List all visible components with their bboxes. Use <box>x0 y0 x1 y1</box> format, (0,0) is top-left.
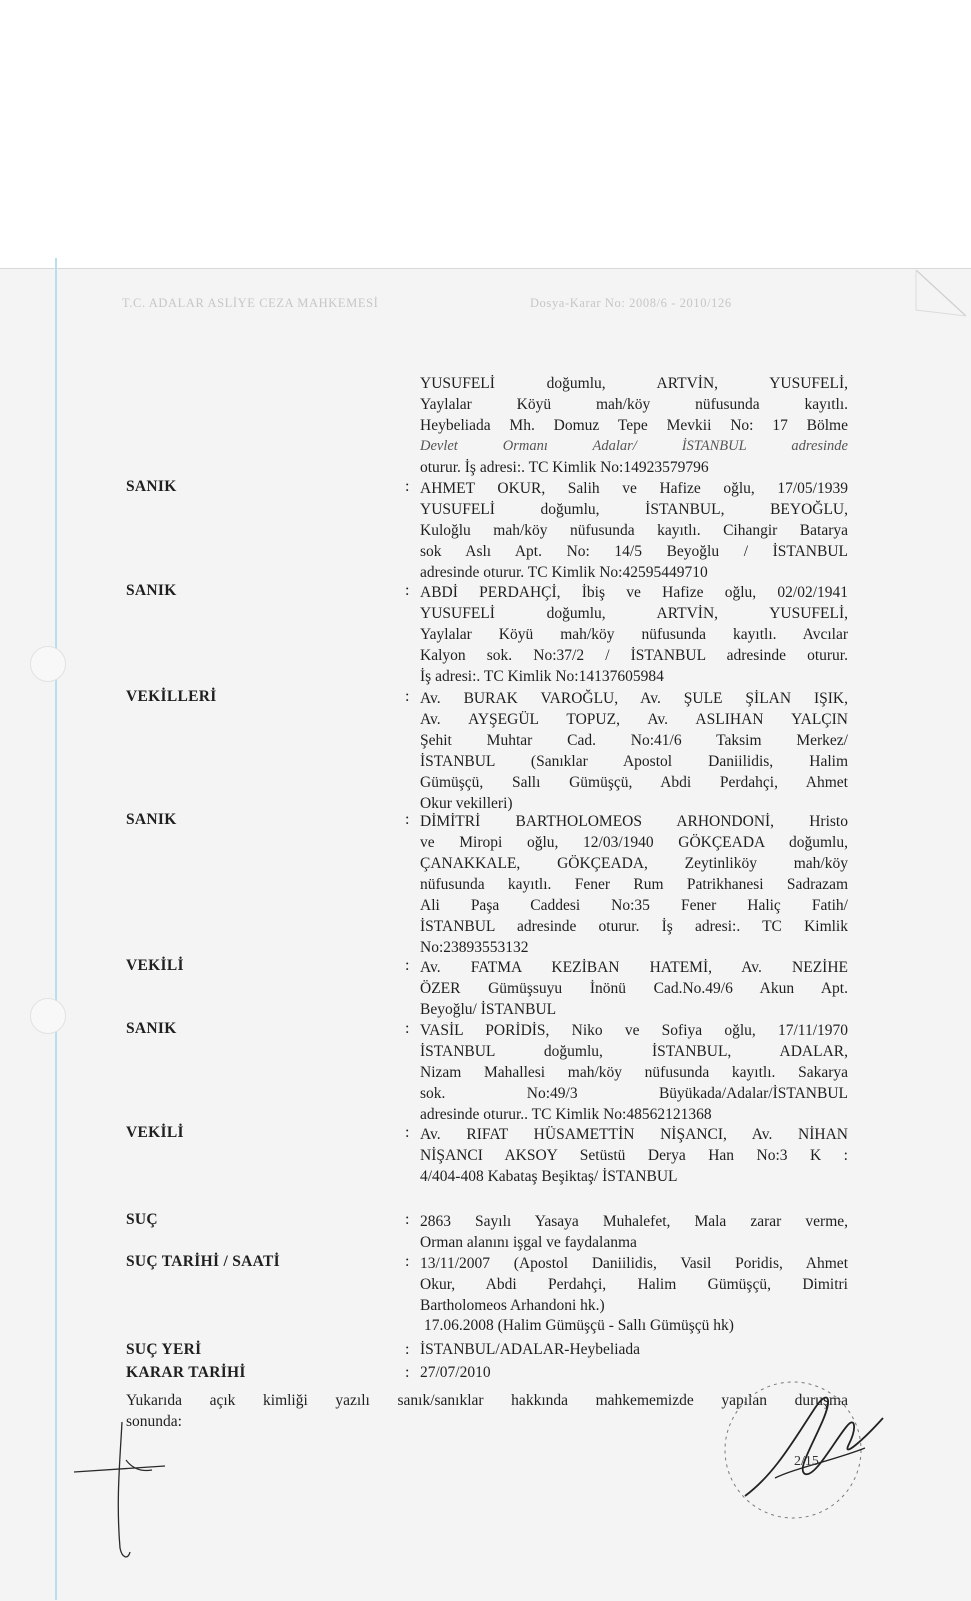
colon: : <box>405 1253 410 1270</box>
party-label: VEKİLLERİ <box>126 688 217 705</box>
text-line: nüfusunda kayıtlı. Fener Rum Patrikhanesi Sadrazam <box>420 876 848 893</box>
text-line: YUSUFELİ doğumlu, ARTVİN, YUSUFELİ, <box>420 375 848 392</box>
party-details <box>420 811 848 958</box>
text-line: ÖZER Gümüşsuyu İnönü Cad.No.49/6 Akun Apt. <box>420 980 848 997</box>
party-label: VEKİLİ <box>126 1124 184 1141</box>
text-line: Bartholomeos Arhandoni hk.) <box>420 1297 605 1314</box>
offense-date-details <box>420 1253 848 1316</box>
text-line: Şehit Muhtar Cad. No:41/6 Taksim Merkez/ <box>420 732 848 749</box>
court-name: T.C. ADALAR ASLİYE CEZA MAHKEMESİ <box>122 296 379 310</box>
text-line: oturur. İş adresi:. TC Kimlik No:14923579796 <box>420 459 709 476</box>
text-line: Yukarıda açık kimliği yazılı sanık/sanıklar hakkında mahkememizde yapılan duruşma <box>126 1392 848 1409</box>
colon: : <box>405 582 410 599</box>
text-line: Av. RIFAT HÜSAMETTİN NİŞANCI, Av. NİHAN <box>420 1126 848 1143</box>
offense-details <box>420 1211 848 1253</box>
text-line: NİŞANCI AKSOY Setüstü Derya Han No:3 K : <box>420 1147 848 1164</box>
party-details <box>420 1124 848 1187</box>
file-number: Dosya-Karar No: 2008/6 - 2010/126 <box>530 296 732 310</box>
party-label: SUÇ YERİ <box>126 1341 202 1358</box>
text-line: Yaylalar Köyü mah/köy nüfusunda kayıtlı. <box>420 396 848 413</box>
text-line: Gümüşçü, Sallı Gümüşçü, Abdi Perdahçi, Ahmet <box>420 774 848 791</box>
party-details <box>420 957 848 1020</box>
text-line: 13/11/2007 (Apostol Daniilidis, Vasil Poridis, Ahmet <box>420 1255 848 1272</box>
text-line: Devlet Ormanı Adalar/ İSTANBUL adresinde <box>420 438 848 454</box>
text-line: Av. AYŞEGÜL TOPUZ, Av. ASLIHAN YALÇIN <box>420 711 848 728</box>
text-line: YUSUFELİ doğumlu, İSTANBUL, BEYOĞLU, <box>420 501 848 518</box>
colon: : <box>405 1124 410 1141</box>
colon: : <box>405 1364 410 1381</box>
page-fold-corner <box>911 268 971 320</box>
decision-date: 27/07/2010 <box>420 1364 491 1381</box>
handwritten-initial <box>70 1420 180 1570</box>
text-line: Ali Paşa Caddesi No:35 Fener Haliç Fatih/ <box>420 897 848 914</box>
text-line: ABDİ PERDAHÇİ, İbiş ve Hafize oğlu, 02/02/1941 <box>420 584 848 601</box>
text-line: İş adresi:. TC Kimlik No:14137605984 <box>420 668 664 685</box>
party-label: SANIK <box>126 582 177 599</box>
colon: : <box>405 478 410 495</box>
party-details <box>420 1020 848 1125</box>
text-line: Beyoğlu/ İSTANBUL <box>420 1001 557 1018</box>
colon: : <box>405 688 410 705</box>
text-line: Okur, Abdi Perdahçi, Halim Gümüşçü, Dimitri <box>420 1276 848 1293</box>
text-line: No:23893553132 <box>420 939 529 956</box>
colon: : <box>405 1020 410 1037</box>
text-line: sok. No:49/3 Büyükada/Adalar/İSTANBUL <box>420 1085 848 1102</box>
text-line: Okur vekilleri) <box>420 795 513 812</box>
party-label: SANIK <box>126 478 177 495</box>
offense-place: İSTANBUL/ADALAR-Heybeliada <box>420 1341 641 1358</box>
text-line: AHMET OKUR, Salih ve Hafize oğlu, 17/05/1939 <box>420 480 848 497</box>
page-number: 2/15 <box>794 1454 819 1469</box>
colon: : <box>405 957 410 974</box>
text-line: İSTANBUL (Sanıklar Apostol Daniilidis, Halim <box>420 753 848 770</box>
document-header <box>122 296 732 311</box>
party-label: SANIK <box>126 1020 177 1037</box>
text-line: Kalyon sok. No:37/2 / İSTANBUL adresinde oturur. <box>420 647 848 664</box>
party-label: VEKİLİ <box>126 957 184 974</box>
text-line: sok Aslı Apt. No: 14/5 Beyoğlu / İSTANBUL <box>420 543 848 560</box>
text-line: YUSUFELİ doğumlu, ARTVİN, YUSUFELİ, <box>420 605 848 622</box>
party-details <box>420 582 848 687</box>
punch-hole <box>30 998 66 1034</box>
margin-line <box>55 258 57 1600</box>
text-line: İSTANBUL doğumlu, İSTANBUL, ADALAR, <box>420 1043 848 1060</box>
party-details <box>420 478 848 583</box>
text-line: ve Miropi oğlu, 12/03/1940 GÖKÇEADA doğumlu, <box>420 834 848 851</box>
text-line: 4/404-408 Kabataş Beşiktaş/ İSTANBUL <box>420 1168 678 1185</box>
colon: : <box>405 1341 410 1358</box>
party-label: SUÇ TARİHİ / SAATİ <box>126 1253 280 1270</box>
text-line: DİMİTRİ BARTHOLOMEOS ARHONDONİ, Hristo <box>420 813 848 830</box>
continuation-text <box>420 373 848 478</box>
text-line: adresinde oturur.. TC Kimlik No:48562121368 <box>420 1106 712 1123</box>
text-line: İSTANBUL adresinde oturur. İş adresi:. TC Kimlik <box>420 918 848 935</box>
text-line: Orman alanını işgal ve faydalanma <box>420 1234 637 1251</box>
text-line: Av. FATMA KEZİBAN HATEMİ, Av. NEZİHE <box>420 959 848 976</box>
party-label: KARAR TARİHİ <box>126 1364 246 1381</box>
punch-hole <box>30 646 66 682</box>
text-line: Nizam Mahallesi mah/köy nüfusunda kayıtlı. Sakarya <box>420 1064 848 1081</box>
colon: : <box>405 811 410 828</box>
text-line: sonunda: <box>126 1413 182 1430</box>
text-line: 2863 Sayılı Yasaya Muhalefet, Mala zarar verme, <box>420 1213 848 1230</box>
party-details <box>420 688 848 814</box>
party-label: SUÇ <box>126 1211 158 1228</box>
text-line: VASİL PORİDİS, Niko ve Sofiya oğlu, 17/11/1970 <box>420 1022 848 1039</box>
text-line: Heybeliada Mh. Domuz Tepe Mevkii No: 17 Bölme <box>420 417 848 434</box>
colon: : <box>405 1211 410 1228</box>
text-line: Yaylalar Köyü mah/köy nüfusunda kayıtlı. Avcılar <box>420 626 848 643</box>
text-line: ÇANAKKALE, GÖKÇEADA, Zeytinliköy mah/köy <box>420 855 848 872</box>
text-line: adresinde oturur. TC Kimlik No:42595449710 <box>420 564 708 581</box>
text-line: Av. BURAK VAROĞLU, Av. ŞULE ŞİLAN IŞIK, <box>420 690 848 707</box>
second-offense-date: 17.06.2008 (Halim Gümüşçü - Sallı Gümüşçü hk) <box>424 1317 734 1334</box>
text-line: Kuloğlu mah/köy nüfusunda kayıtlı. Cihangir Batarya <box>420 522 848 539</box>
party-label: SANIK <box>126 811 177 828</box>
